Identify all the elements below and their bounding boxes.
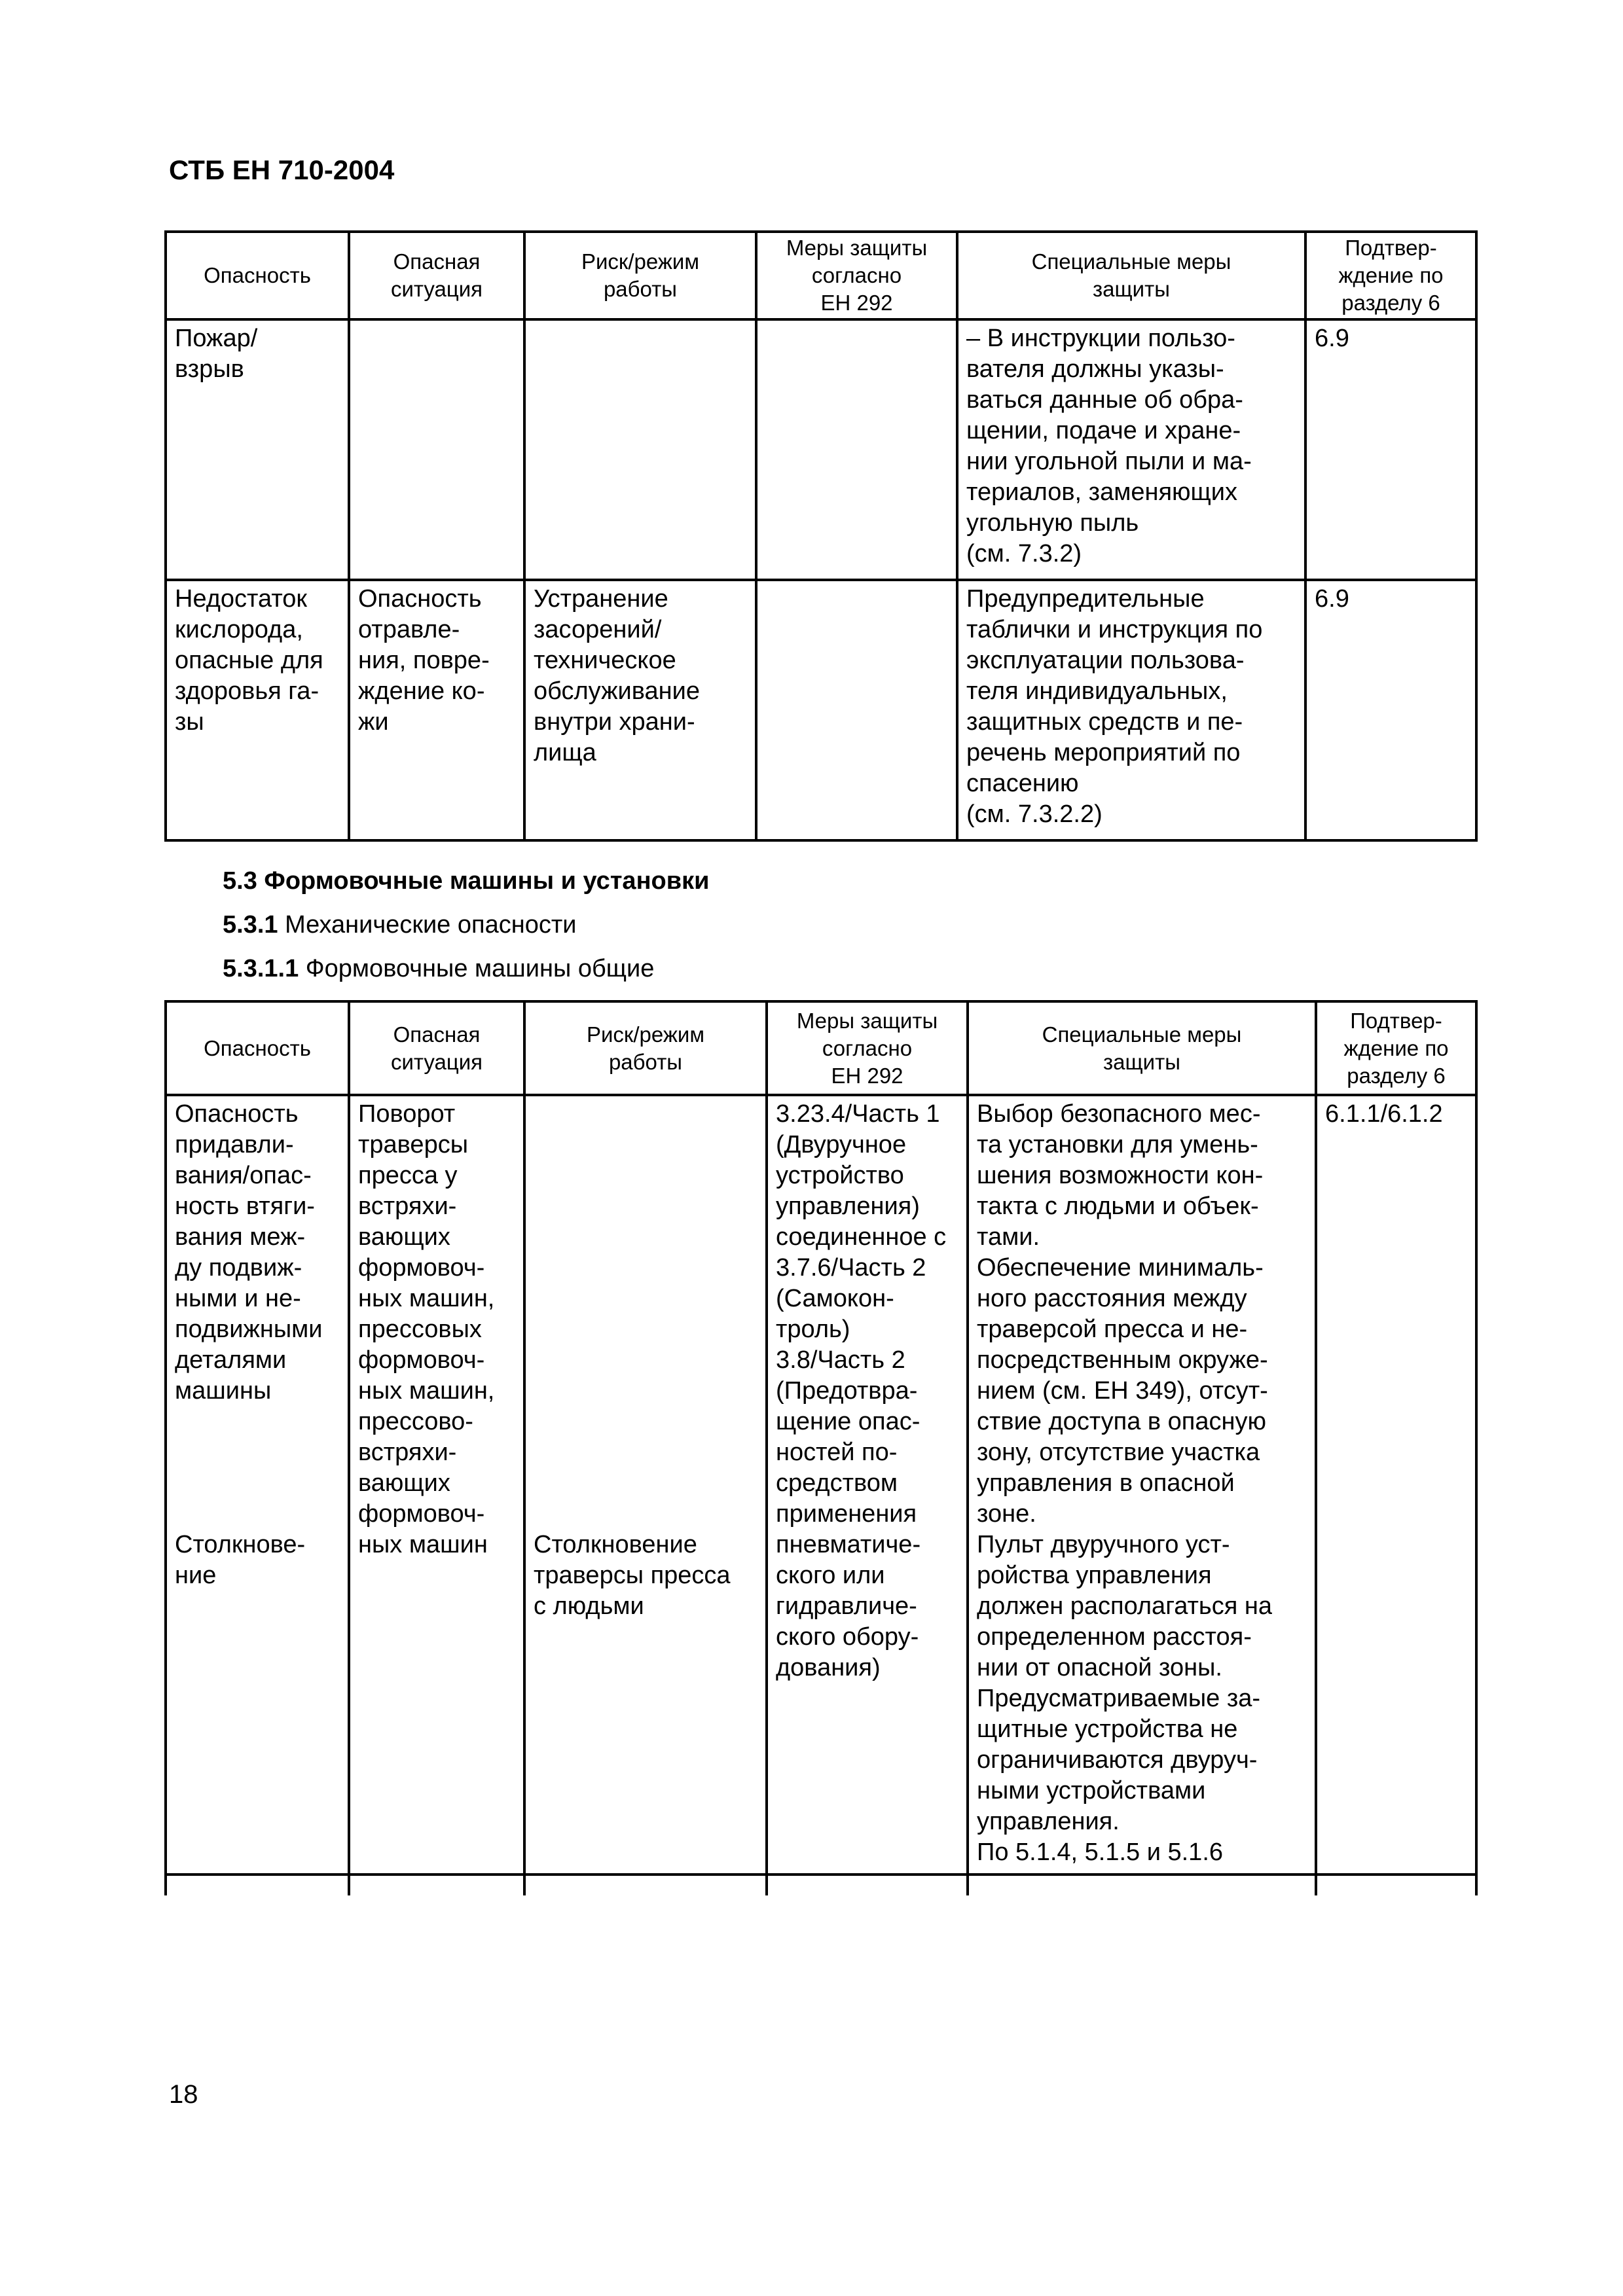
hazard-table-1 [164,230,1478,842]
header-special-measures: Специальные меры защиты [968,1001,1316,1095]
cell-risk [524,1095,767,1874]
hazard-table-2 [164,1000,1478,1895]
section-heading-5-3-1 [223,910,576,941]
section-number: 5.3.1 [223,911,278,939]
cell-hazard: Пожар/ взрыв [166,319,349,580]
header-situation: Опасная ситуация [349,1001,524,1095]
cell-risk: Устранение засорений/ техническое обслуживание внутри храни- лища [524,580,756,840]
cell-confirmation: 6.9 [1305,580,1476,840]
header-en292: Меры защиты согласно ЕН 292 [767,1001,968,1095]
cell-empty [524,1874,767,1895]
table-row-continued [166,1874,1476,1895]
cell-hazard: Недостаток кислорода, опасные для здоровья га- зы [166,580,349,840]
table-row [166,580,1476,840]
table-header-row [166,1001,1476,1095]
table-header-row [166,232,1476,319]
cell-en292 [756,580,957,840]
cell-empty [968,1874,1316,1895]
hazard-crushing: Опасность придавли- вания/опас- ность втяги- вания меж- ду подвиж- ными и не- подвижными деталями машины [175,1100,323,1405]
page-number: 18 [169,2080,198,2109]
cell-empty [166,1874,349,1895]
hazard-collision: Столкнове- ние [175,1531,306,1589]
header-hazard: Опасность [166,1001,349,1095]
header-confirmation: Подтвер- ждение по разделу 6 [1305,232,1476,319]
table-row [166,319,1476,580]
cell-situation [349,319,524,580]
header-risk: Риск/режим работы [524,232,756,319]
cell-empty [1316,1874,1476,1895]
header-risk: Риск/режим работы [524,1001,767,1095]
cell-situation: Поворот траверсы пресса у встряхи- вающих формовоч- ных машин, прессовых формовоч- ных машин, прессово- встряхи- вающих формовоч- ных машин [349,1095,524,1874]
table-row [166,1095,1476,1874]
header-special-measures: Специальные меры защиты [957,232,1305,319]
cell-confirmation: 6.1.1/6.1.2 [1316,1095,1476,1874]
header-situation: Опасная ситуация [349,232,524,319]
cell-special-measures: Выбор безопасного мес- та установки для умень- шения возможности кон- такта с людьми и объек- тами. Обеспечение минималь- ного расстояния между траверсой пресса и не- посредственным окруже- нием (см. ЕН 349), отсут- ствие доступа в опасную зону, отсутствие участка управления в опасной зоне. Пульт двуручного уст- ройства управления должен располагаться на определенном расстоя- нии от опасной зоны. Предусматриваемые за- щитные устройства не ограничиваются двуруч- ными устройствами управления. По 5.1.4, 5.1.5 и 5.1.6 [968,1095,1316,1874]
cell-confirmation: 6.9 [1305,319,1476,580]
cell-empty [767,1874,968,1895]
cell-special-measures: – В инструкции пользо- вателя должны указы- ваться данные об обра- щении, подаче и хране- нии угольной пыли и ма- териалов, заменяющих угольную пыль (см. 7.3.2) [957,319,1305,580]
section-number: 5.3.1.1 [223,955,299,982]
cell-situation: Опасность отравле- ния, повре- ждение ко- жи [349,580,524,840]
cell-en292: 3.23.4/Часть 1 (Двуручное устройство управления) соединенное с 3.7.6/Часть 2 (Самокон- троль) 3.8/Часть 2 (Предотвра- щение опас- ностей по- средством применения пневматиче- ского или гидравличе- ского обору- дования) [767,1095,968,1874]
risk-collision: Столкновение траверсы пресса с людьми [534,1531,731,1620]
header-confirmation: Подтвер- ждение по разделу 6 [1316,1001,1476,1095]
header-hazard: Опасность [166,232,349,319]
section-heading-5-3-1-1 [223,954,654,984]
section-title: Механические опасности [278,911,577,939]
document-header: СТБ ЕН 710-2004 [169,154,395,185]
cell-special-measures: Предупредительные таблички и инструкция по эксплуатации пользова- теля индивидуальных, защитных средств и пе- речень мероприятий по спасению (см. 7.3.2.2) [957,580,1305,840]
cell-en292 [756,319,957,580]
cell-empty [349,1874,524,1895]
cell-risk [524,319,756,580]
header-en292: Меры защиты согласно ЕН 292 [756,232,957,319]
cell-hazard [166,1095,349,1874]
section-heading-5-3: 5.3 Формовочные машины и установки [223,867,710,895]
section-title: Формовочные машины общие [299,955,655,982]
